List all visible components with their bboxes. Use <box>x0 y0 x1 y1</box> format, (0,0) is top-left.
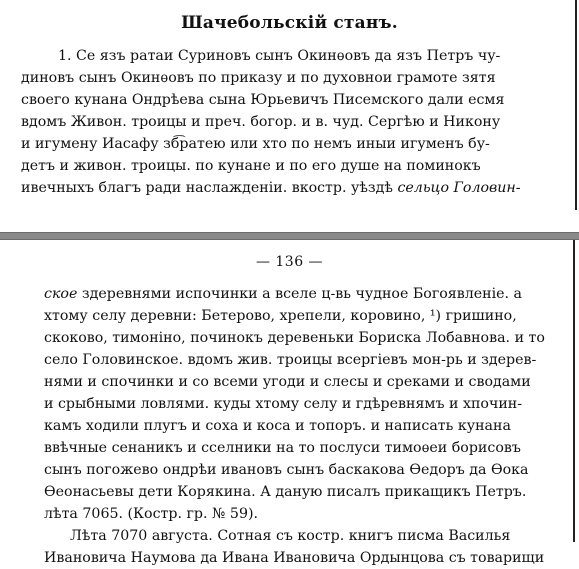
page-number: — 136 — <box>255 254 324 270</box>
text-line: скоково, тимонiно, починокъ деревеньки Бориска Лобавнова. и то <box>44 330 545 346</box>
text-line: камъ ходили плугъ и соха и коса и топоръ. и написать кунана <box>44 418 511 434</box>
text-line: Лѣта 7070 августа. Сотная съ костр. книгъ писма Василья <box>70 528 511 544</box>
text-line: сынъ погожево ондрѣи ивановъ сынъ баскакова Ѳедоръ да Ѳока <box>44 462 529 478</box>
text-line: село Головинское. вдомъ жив. троицы всергiевъ мон-рь и здерев- <box>44 352 537 368</box>
text-line: вдомъ Живон. троицы и преч. богор. и в. чуд. Сергѣю и Никону <box>21 114 501 130</box>
upper-page <box>0 0 579 232</box>
text-line: 1. Се язъ ратаи Суриновъ сынъ Окинѳовъ да язъ Петръ чу- <box>58 48 501 64</box>
section-heading: Шачебольскiй станъ. <box>181 13 398 33</box>
text-line: ивечныхъ благъ ради наслажденiи. вкостр. уѣздѣ сельцо Головин- <box>21 180 521 196</box>
text-line: хтому селу деревни: Бетерово, хрепели, коровино, ¹) гришино, <box>44 308 517 324</box>
text-line: лѣта 7065. (Костр. гр. № 59). <box>44 506 259 522</box>
text-line: Ѳеонасьевы дети Корякина. А данyю писалъ прикащикъ Петръ. <box>44 484 527 500</box>
italic-place-name: ское <box>44 286 78 302</box>
page-edge-line <box>573 240 575 542</box>
text-line: своего кунана Ондрѣева сына Юрьевичъ Писемского дали есмя <box>21 92 505 108</box>
text-line: и игумену Иасафу зб͡ратею или хто по немъ иныи игуменъ бу- <box>21 136 490 152</box>
text-line: диновъ сынъ Окинѳовъ по приказу и по духовнои грамоте зятя <box>21 70 496 86</box>
italic-place-name: сельцо Головин- <box>397 180 521 196</box>
text-line: детъ и живон. троицы. по кунане и по его душе на поминокъ <box>21 158 481 174</box>
text-line: Ивановича Наумова да Ивана Ивановича Ордынцова съ товарищи <box>44 550 545 566</box>
text-line: и срыбными ловлями. куды хтому селу и гдѣревнямъ и хпочин- <box>44 396 523 412</box>
text-line: ское здеревнями испочинки а вселе ц-вь чудное Богоявленiе. а <box>44 286 523 302</box>
text-line: нями и спочинки и со всеми угоди и слесы и среками и сводами <box>44 374 531 390</box>
lower-page <box>0 240 579 566</box>
text-line: ввѣчные сенаникъ и сселники на то послуси тимоѳеи борисовъ <box>44 440 521 456</box>
page-separator <box>0 232 579 240</box>
